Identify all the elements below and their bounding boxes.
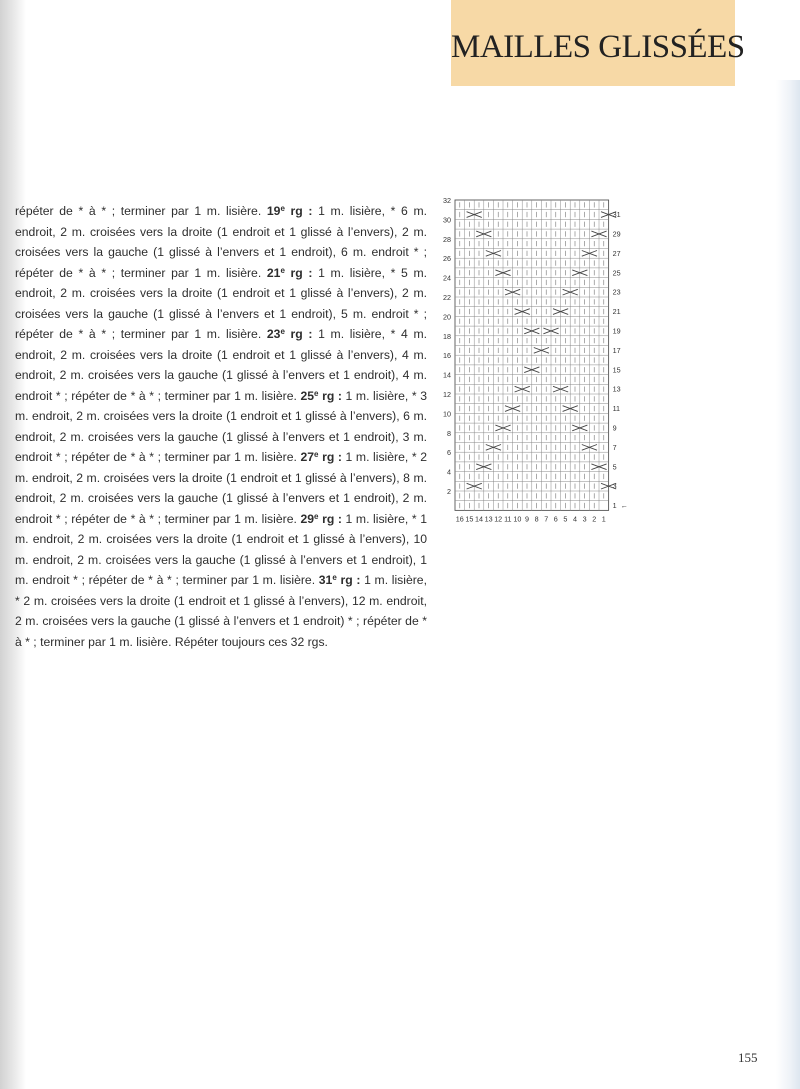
row-label-ordinal: e [314,388,319,398]
start-arrow-icon: ← [620,501,628,511]
row-number-right: 19 [612,326,621,336]
row-number-right: 5 [612,462,617,472]
column-number: 16 [455,514,464,524]
row-number-left: 22 [443,293,451,302]
section-title: MAILLES GLISSÉES [451,29,745,65]
column-number: 8 [534,514,539,524]
row-number-right: 3 [612,481,617,491]
column-number: 1 [601,514,606,524]
row-label-ordinal: e [280,265,285,275]
row-label: 23 [266,327,281,341]
row-label-ordinal: e [280,327,285,336]
row-label-ordinal: e [314,450,319,459]
row-number-right: 23 [612,287,621,297]
row-number-left: 26 [443,254,451,264]
column-number: 15 [465,514,474,524]
row-number-right: 31 [612,210,621,220]
row-number-right: 27 [612,248,621,258]
row-number-left: 6 [447,448,451,458]
instruction-text: répéter de * à * ; terminer par 1 m. lisière. [15,204,267,218]
instruction-text: 1 m. lisière, * 3 m. endroit, 2 m. croisées vers la droite (1 endroit et 1 glissé à l’envers), 6 m. endroit, 2 m. croisées vers la gauche (1 glissé à l’envers et 1 endroit), 3 m. endroit * ; répéter de * à * ; terminer par 1 m. lisière. [15,388,427,464]
row-number-left: 28 [443,234,451,244]
row-number-left: 16 [443,351,451,361]
row-number-left: 24 [443,273,451,283]
row-label: 27 [300,450,315,464]
row-number-right: 29 [612,229,621,239]
row-label: rg : [318,388,342,403]
row-number-right: 15 [612,365,621,375]
row-label: rg : [284,327,313,341]
row-label: 29 [300,511,315,526]
instruction-text: 1 m. lisière, * 6 m. endroit, 2 m. croisées vers la droite (1 endroit et 1 glissé à l’envers), 2 m. croisées vers la gauche (1 glissé à l’envers et 1 endroit), 6 m. endroit * ; répéter de * à * ; terminer par 1 m. lisière. [15,204,427,280]
pattern-instructions [15,201,427,652]
row-label: 31 [318,573,333,587]
row-number-left: 12 [443,390,451,399]
column-number: 6 [553,514,558,524]
row-number-left: 30 [443,215,451,225]
row-number-right: 1 [612,501,617,511]
column-number: 5 [563,514,568,524]
facing-page-edge [776,80,800,1089]
row-number-left: 10 [443,409,451,419]
row-number-left: 2 [447,487,451,496]
instruction-text: 1 m. lisière, * 1 m. endroit, 2 m. croisées vers la droite (1 endroit et 1 glissé à l’envers), 10 m. endroit, 2 m. croisées vers la gauche (1 glissé à l’envers et 1 endroit), 1 m. endroit * ; répéter de * à * ; terminer par 1 m. lisière. [15,511,427,587]
row-label-ordinal: e [314,511,319,521]
column-number: 14 [475,514,483,524]
row-number-right: 21 [612,307,621,317]
instruction-text: 1 m. lisière, * 2 m. endroit, 2 m. croisées vers la droite (1 endroit et 1 glissé à l’envers), 8 m. endroit, 2 m. croisées vers la gauche (1 glissé à l’envers et 1 endroit), 2 m. endroit * ; répéter de * à * ; terminer par 1 m. lisière. [15,450,427,526]
row-label: 21 [266,265,281,280]
row-label: rg : [318,511,342,526]
row-number-left: 32 [443,196,451,205]
page-number: 155 [738,1050,758,1065]
column-number: 9 [525,514,529,524]
column-number: 2 [592,514,597,524]
row-label: rg : [284,265,313,280]
row-number-left: 20 [443,312,451,322]
row-number-left: 18 [443,331,451,341]
column-number: 11 [504,514,512,524]
row-label: rg : [318,450,342,464]
instruction-text: 1 m. lisière, * 5 m. endroit, 2 m. croisées vers la droite (1 endroit et 1 glissé à l’envers), 2 m. croisées vers la gauche (1 glissé à l’envers et 1 endroit), 5 m. endroit * ; répéter de * à * ; terminer par 1 m. lisière. [15,265,427,341]
column-number: 10 [513,514,522,524]
instruction-text: 1 m. lisière, * 2 m. croisées vers la droite (1 endroit et 1 glissé à l’envers), 12 m. endroit, 2 m. croisées vers la gauche (1 glissé à l’envers et 1 endroit) * ; répéter de * à * ; terminer par 1 m. lisière. Répéter toujours ces 32 rgs. [15,573,427,649]
row-label-ordinal: e [280,204,285,213]
row-number-right: 11 [612,404,621,414]
instruction-text: 1 m. lisière, * 4 m. endroit, 2 m. croisées vers la droite (1 endroit et 1 glissé à l’envers), 4 m. endroit, 2 m. croisées vers la gauche (1 glissé à l’envers et 1 endroit), 4 m. endroit * ; répéter de * à * ; terminer par 1 m. lisière. [15,327,427,403]
row-number-right: 17 [612,345,621,355]
column-number: 4 [573,514,577,524]
column-number: 13 [484,514,493,524]
row-number-right: 9 [612,423,617,433]
stitch-chart [432,193,627,525]
section-header-box [451,0,745,86]
row-label: 19 [266,204,281,218]
column-number: 3 [582,514,587,524]
row-number-right: 25 [612,268,621,278]
row-number-left: 8 [447,428,451,438]
column-number: 12 [494,514,503,524]
row-number-right: 13 [612,384,621,394]
row-label-ordinal: e [332,573,337,582]
row-number-left: 14 [443,370,451,380]
row-label: 25 [300,388,315,403]
row-label: rg : [336,573,361,587]
row-number-left: 4 [447,467,451,477]
column-number: 7 [544,514,549,524]
row-number-right: 7 [612,442,617,452]
row-label: rg : [284,204,313,218]
